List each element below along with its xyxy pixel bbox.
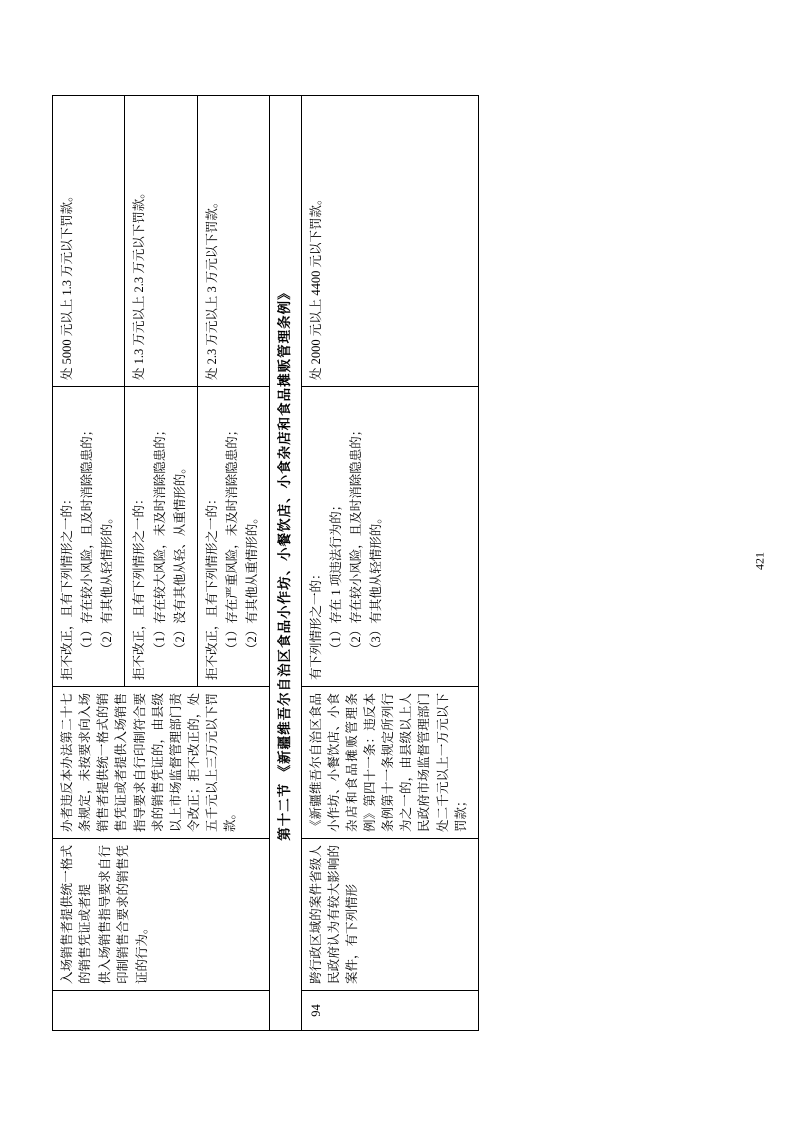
legal-basis-cell [52,687,269,839]
condition-item: （3）有其他从轻情形的。 [368,511,383,655]
condition-item: （1）存在 1 项违法行为的； [328,498,343,655]
penalty-text: 处 2.3 万元以上 3 万元以下罚款。 [204,195,219,380]
penalty-text: 处 5000 元以上 1.3 万元以下罚款。 [59,189,74,380]
condition-item: （1）存在较小风险，且及时消除隐患的； [79,423,94,655]
condition-cell [124,387,196,687]
condition-cell [301,387,478,687]
table-row [52,96,124,1031]
condition-item: （2）有其他从重情形的。 [244,511,259,655]
condition-heading: 拒不改正，且有下列情形之一的： [204,492,219,680]
condition-heading: 有下列情形之一的： [308,567,323,680]
condition-item: （1）存在较大风险，未及时消除隐患的； [152,423,166,655]
condition-item: （2）存在较小风险，且及时消除隐患的； [348,423,363,655]
legal-basis-text: 办者违反本办法第二十七条规定，未按要求向入场销售者提供统一格式的销售凭证或者提供入场销售指导要求自行印制符合要求的销售凭证的，由县级以上市场监督管理部门责令改正；拒不改正的，处五千元以上三万元以下罚款。 [59,693,237,832]
penalty-cell [124,96,196,387]
regulation-table [52,95,479,1031]
condition-item: （2）有其他从轻情形的。 [99,511,114,655]
table-row [301,96,478,1031]
condition-cell [52,387,124,687]
condition-item: （1）存在严重风险，未及时消除隐患的； [224,423,239,655]
penalty-cell [301,96,478,387]
penalty-cell [197,96,269,387]
penalty-text: 处 1.3 万元以上 2.3 万元以下罚款。 [131,186,146,380]
penalty-cell [52,96,124,387]
section-title: 第十二节 《新疆维吾尔自治区食品小作坊、小餐饮店、小食杂店和食品摊贩管理条例》 [269,96,301,1031]
violation-description-line: 跨行政区域的案件省级人民政府认为有较大影响的案件，有下列情形 [308,845,359,984]
legal-basis-cell [301,687,478,839]
violation-description-cell [301,839,478,991]
violation-description-cell [52,839,269,991]
violation-description-line: 入场销售者提供统一格式的销售凭证或者提 [59,845,92,984]
row-number-cell [52,991,269,1031]
condition-heading: 拒不改正，且有下列情形之一的： [131,492,146,680]
condition-heading: 拒不改正，且有下列情形之一的： [59,492,74,680]
penalty-text: 处 2000 元以上 4400 元以下罚款。 [308,192,323,380]
row-number-cell: 94 [301,991,478,1031]
page-number: 421 [752,552,767,570]
section-title-row [269,96,301,1031]
violation-description-line: 供入场销售指导要求自行印制销售合要求的销售凭证的行为。 [97,845,148,984]
rotated-table-container [52,91,742,1031]
condition-item: （2）没有其他从轻、从重情形的。 [172,461,187,655]
condition-cell [197,387,269,687]
legal-basis-text: 《新疆维吾尔自治区食品小作坊、小餐饮店、小食杂店和食品摊贩管理条例》第四十一条：违反本条例第十一条规定所列行为之一的，由县级以上人民政府市场监督管理部门处二千元以上一万元以下罚款； [308,693,468,832]
